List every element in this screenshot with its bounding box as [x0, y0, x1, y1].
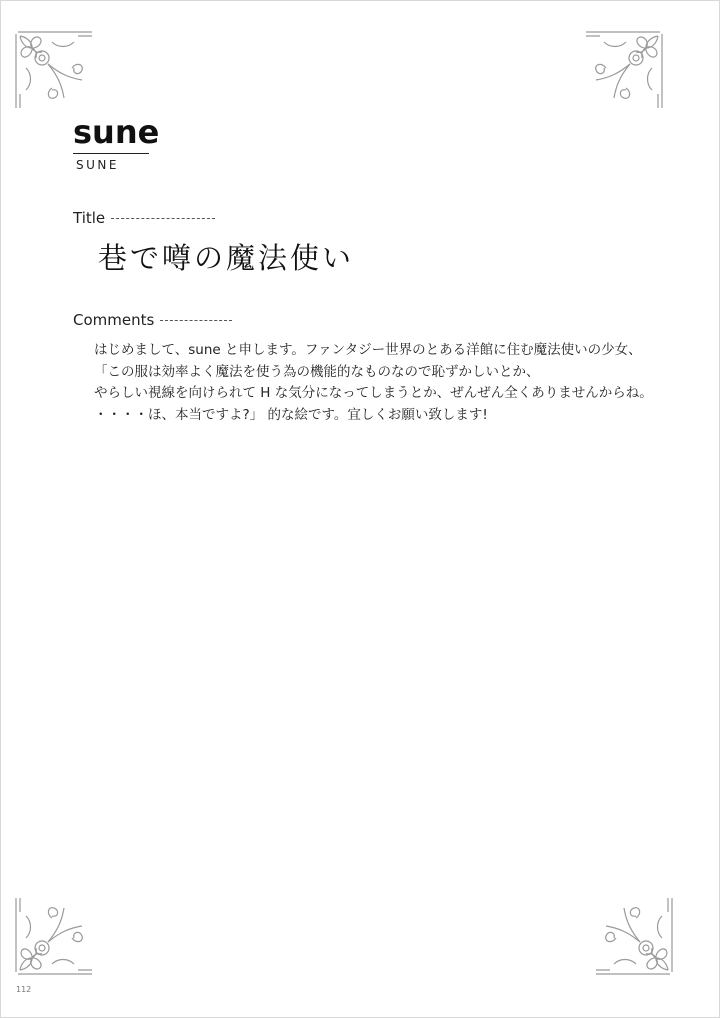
work-title: 巷で噂の魔法使い: [98, 241, 355, 275]
title-label-dashes: [111, 218, 215, 219]
artist-name: sune: [73, 113, 160, 151]
ornament-icon: [12, 28, 100, 116]
ornament-icon: [12, 890, 100, 978]
comment-line: ・・・・ほ、本当ですよ?」 的な絵です。宜しくお願い致します!: [94, 406, 488, 423]
comment-line: 「この服は効率よく魔法を使う為の機能的なものなので恥ずかしいとか、: [94, 363, 540, 380]
corner-ornament-top-left: [12, 28, 100, 116]
title-label-text: Title: [73, 209, 106, 227]
ornament-icon: [578, 28, 666, 116]
comments-label-text: Comments: [73, 311, 155, 329]
artist-name-romaji: SUNE: [76, 158, 119, 172]
corner-ornament-bottom-left: [12, 890, 100, 978]
comment-line: やらしい視線を向けられて H な気分になってしまうとか、ぜんぜん全くありませんからね。: [94, 385, 653, 401]
artist-name-underline: [73, 153, 149, 154]
comments-section-label: [73, 311, 232, 329]
ornament-icon: [588, 890, 676, 978]
comment-line: はじめまして、sune と申します。ファンタジー世界のとある洋館に住む魔法使いの少女、: [94, 342, 642, 358]
comments-label-dashes: [160, 320, 232, 321]
comments-body: [94, 340, 694, 426]
corner-ornament-bottom-right: [588, 890, 676, 978]
title-section-label: [73, 209, 215, 227]
corner-ornament-top-right: [578, 28, 666, 116]
page-number: 112: [16, 985, 32, 994]
